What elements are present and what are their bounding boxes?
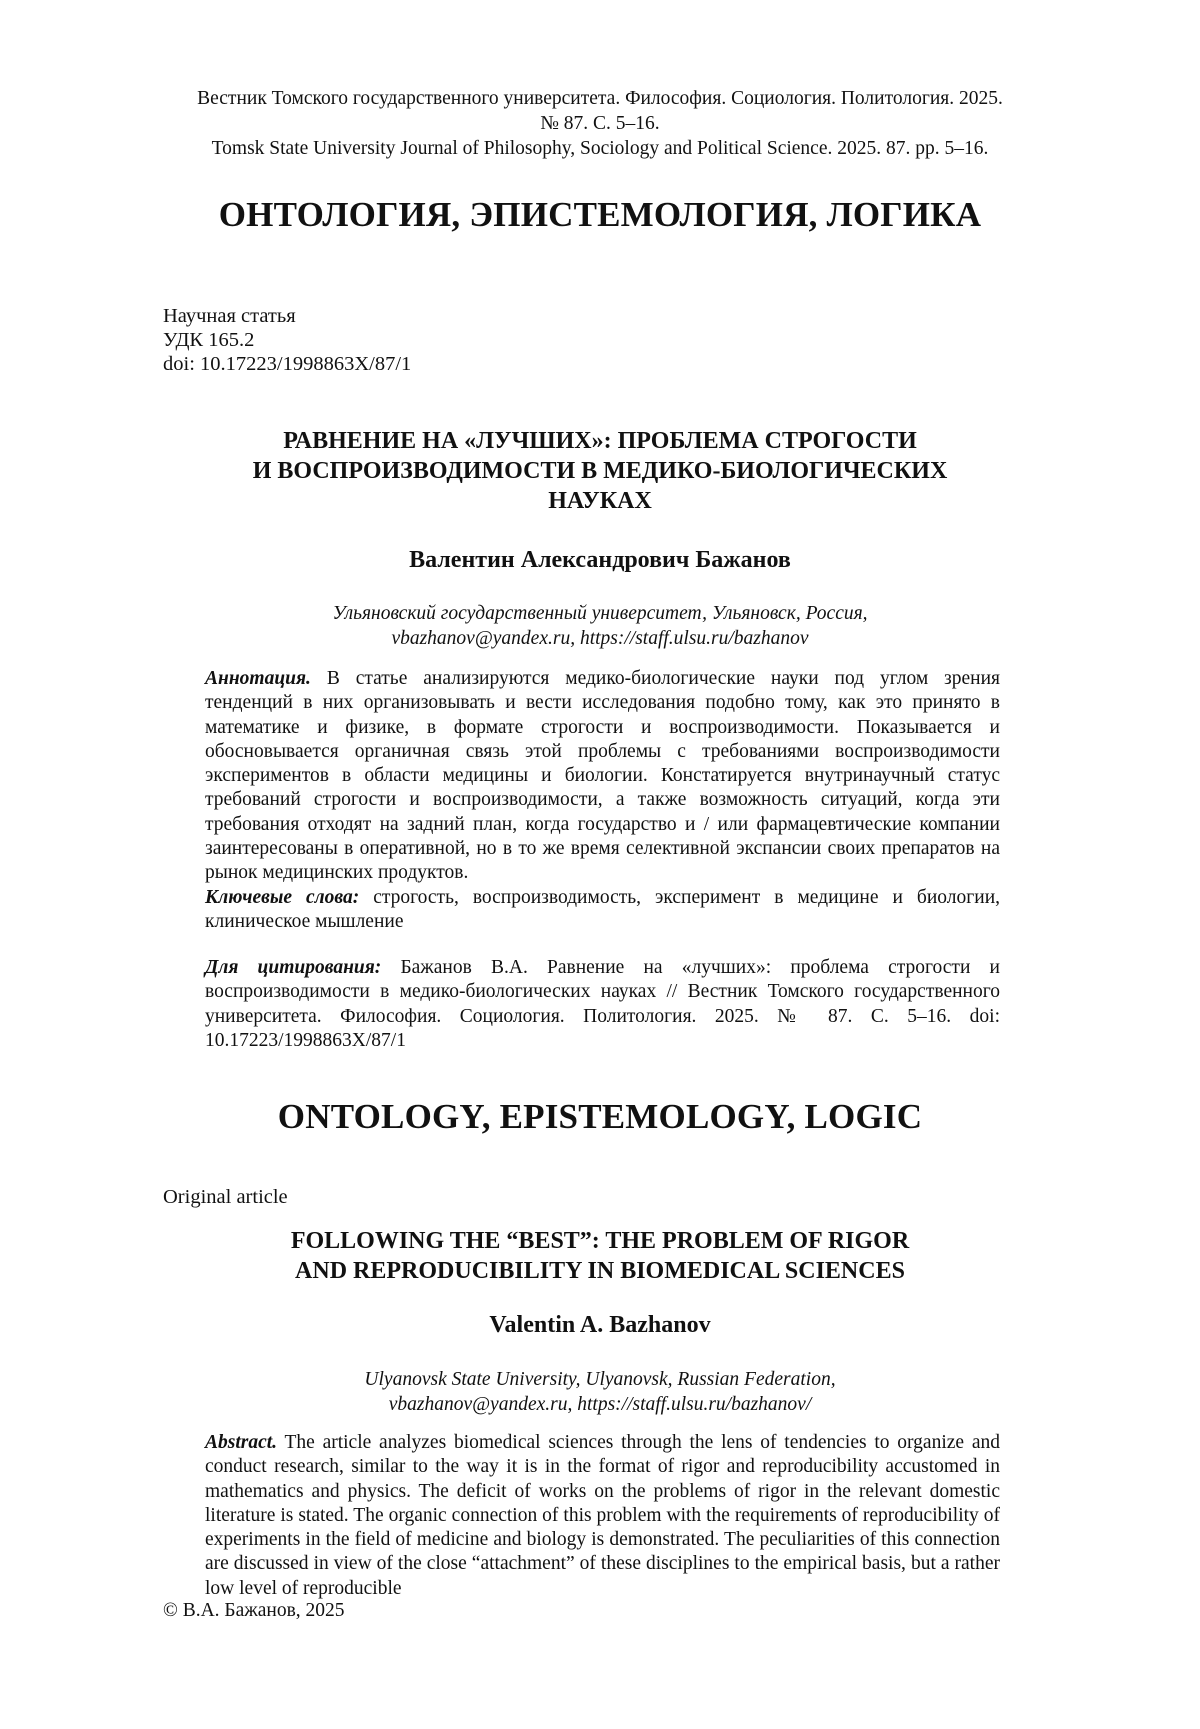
affiliation-ru: Ульяновский государственный университет, Ульяновск, Россия, — [332, 603, 868, 624]
keywords-ru — [205, 886, 1000, 935]
copyright-notice: © В.А. Бажанов, 2025 — [163, 1600, 345, 1621]
abstract-label-ru: Аннотация. — [205, 668, 311, 689]
citation-text-ru: Бажанов В.А. Равнение на «лучших»: проблема строгости и воспроизводимости в медико-биологических науках // Вестник Томского государственного университета. Философия. Социология. Политология. 2025. № 87. С. 5–16. doi: 10.17223/1998863X/87/1 — [205, 957, 1000, 1051]
abstract-en — [205, 1431, 1000, 1601]
article-meta-ru — [163, 304, 411, 376]
article-title-en — [150, 1226, 1050, 1286]
contacts-ru: vbazhanov@yandex.ru, https://staff.ulsu.ru/bazhanov — [391, 628, 809, 649]
article-title-ru — [150, 426, 1050, 516]
author-name-ru: Валентин Александрович Бажанов — [409, 547, 791, 573]
article-title-line: FOLLOWING THE “BEST”: THE PROBLEM OF RIGOR — [290, 1228, 910, 1254]
section-title-en: ONTOLOGY, EPISTEMOLOGY, LOGIC — [277, 1097, 923, 1136]
article-title-line: НАУКАХ — [548, 488, 652, 514]
abstract-label-en: Abstract. — [205, 1432, 278, 1453]
abstract-text-ru: В статье анализируются медико-биологические науки под углом зрения тенденций в них организовывать и вести исследования подобно тому, как это принято в математике и физике, в формате строгости и воспроизводимости. Показывается и обосновывается органичная связь этой проблемы с требованиями воспроизводимости экспериментов в области медицины и биологии. Констатируется внутринаучный статус требований строгости и воспроизводимости, а также возможность ситуаций, когда эти требования отходят на задний план, когда государство и / или фармацевтические компании заинтересованы в оперативной, но в то же время селективной экспансии своих препаратов на рынок медицинских продуктов. — [205, 668, 1001, 884]
article-meta-en — [163, 1185, 288, 1209]
author-affiliation-en — [150, 1367, 1050, 1417]
article-title-line: И ВОСПРОИЗВОДИМОСТИ В МЕДИКО-БИОЛОГИЧЕСКИХ — [252, 458, 948, 484]
article-type-ru: Научная статья — [163, 305, 296, 327]
affiliation-en: Ulyanovsk State University, Ulyanovsk, Russian Federation, — [364, 1369, 836, 1390]
author-affiliation-ru — [150, 601, 1050, 651]
journal-issue-ru: № 87. С. 5–16. — [540, 113, 660, 134]
article-type-en: Original article — [163, 1186, 288, 1208]
citation-label-ru: Для цитирования: — [205, 957, 382, 978]
abstract-text-en: The article analyzes biomedical sciences through the lens of tendencies to organize and conduct research, similar to the way it is in the format of rigor and reproducibility accustomed in mathematics and physics. The deficit of works on the problems of rigor in the relevant domestic literature is stated. The organic connection of this problem with the requirements of reproducibility of experiments in the field of medicine and biology is demonstrated. The peculiarities of this connection are discussed in view of the close “attachment” of these disciplines to the empirical basis, but a rather low level of reproducible — [205, 1432, 1000, 1599]
keywords-text-ru: строгость, воспроизводимость, эксперимент в медицине и биологии, клиническое мышление — [205, 887, 1000, 933]
keywords-label-ru: Ключевые слова: — [205, 887, 360, 908]
author-name-en: Valentin A. Bazhanov — [489, 1312, 711, 1338]
doi-ru: doi: 10.17223/1998863X/87/1 — [163, 353, 412, 375]
abstract-ru — [205, 667, 1000, 886]
section-title-ru: ОНТОЛОГИЯ, ЭПИСТЕМОЛОГИЯ, ЛОГИКА — [218, 195, 982, 234]
journal-header — [130, 86, 1070, 161]
citation-ru — [205, 956, 1000, 1053]
contacts-en: vbazhanov@yandex.ru, https://staff.ulsu.ru/bazhanov/ — [388, 1394, 812, 1415]
article-title-line: AND REPRODUCIBILITY IN BIOMEDICAL SCIENCES — [295, 1258, 905, 1284]
journal-header-ru: Вестник Томского государственного университета. Философия. Социология. Политология. 2025. — [197, 88, 1003, 109]
article-title-line: РАВНЕНИЕ НА «ЛУЧШИХ»: ПРОБЛЕМА СТРОГОСТИ — [283, 428, 917, 454]
journal-header-en: Tomsk State University Journal of Philosophy, Sociology and Political Science. 2025. 87. pp. 5–16. — [211, 138, 989, 159]
udc-code: УДК 165.2 — [163, 329, 255, 351]
